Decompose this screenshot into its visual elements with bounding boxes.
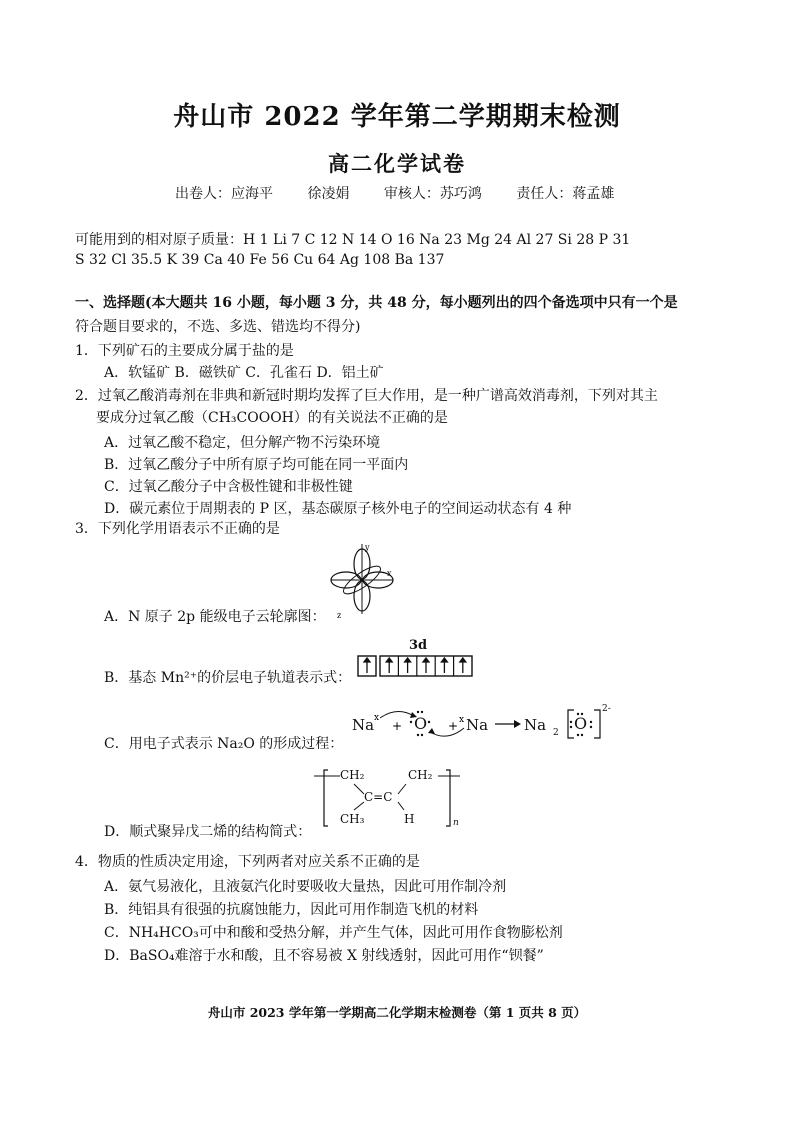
q4-option-a: A．氨气易液化，且液氨汽化时要吸收大量热，因此可用作制冷剂 [104,879,507,895]
author-2: 徐凌娟 [307,186,350,202]
reactant-na-2: Na [466,716,489,734]
q3-option-b: B．基态 Mn²⁺的价层电子轨道表示式： [104,670,352,686]
na2o-formation-diagram [352,702,622,750]
h-atom: H [404,812,415,826]
q2-option-d: D．碳元素位于周期表的 P 区，基态碳原子核外电子的空间运动状态有 4 种 [104,501,572,517]
svg-text:x: x [459,715,465,725]
product-na: Na [524,716,547,734]
q4-stem: 4．物质的性质决定用途，下列两者对应关系不正确的是 [75,854,420,870]
q2-option-b: B．过氧乙酸分子中所有原子均可能在同一平面内 [104,457,409,473]
orbital-label-3d: 3d [409,638,428,653]
svg-text:+: + [392,719,403,733]
svg-text:+: + [448,719,459,733]
q3-stem: 3．下列化学用语表示不正确的是 [75,521,280,537]
section-heading-1: 一、选择题(本大题共 16 小题，每小题 3 分，共 48 分，每小题列出的四个备选项中只有一个是 [75,295,678,311]
reviewer: 审核人：苏巧鸿 [383,186,482,202]
reactant-o: O [414,714,428,733]
exam-title: 舟山市 2022 学年第二学期期末检测 [173,102,621,132]
polyisoprene-structure [310,762,470,834]
q3-option-c: C．用电子式表示 Na₂O 的形成过程： [104,736,344,752]
double-bond: C=C [364,790,393,804]
svg-text:y: y [365,543,370,552]
atomic-masses-line-1: 可能用到的相对原子质量：H 1 Li 7 C 12 N 14 O 16 Na 23 Mg 24 Al 27 Si 28 P 31 [75,232,631,248]
q3-option-a: A．N 原子 2p 能级电子云轮廓图： [104,609,326,625]
q4-option-d: D．BaSO₄难溶于水和酸，且不容易被 X 射线透射，因此可用作“钡餐” [104,948,544,964]
ch2-right: CH₂ [408,768,433,782]
page-footer: 舟山市 2023 学年第一学期高二化学期末检测卷（第 1 页共 8 页） [207,1005,587,1020]
q2-option-a: A．过氧乙酸不稳定，但分解产物不污染环境 [104,435,381,451]
product-subscript: 2 [553,728,559,738]
product-charge: 2- [602,704,611,714]
ch3-group: CH₃ [340,812,365,826]
ch2-left: CH₂ [340,768,365,782]
author-1: 出卷人：应海平 [175,186,273,202]
q1-stem: 1．下列矿石的主要成分属于盐的是 [75,343,294,359]
svg-text:x: x [387,569,392,578]
mn-orbital-diagram [357,655,475,683]
q1-options: A．软锰矿 B．磁铁矿 C．孔雀石 D．铝土矿 [104,365,384,381]
exam-subtitle: 高二化学试卷 [328,151,466,176]
product-o: O [574,714,588,733]
q3-option-d: D．顺式聚异戊二烯的结构简式： [104,824,312,840]
q2-stem-2: 要成分过氧乙酸（CH₃COOOH）的有关说法不正确的是 [96,410,448,426]
svg-text:z: z [337,611,342,620]
responsible: 责任人：蒋孟雄 [516,186,615,202]
author-line [175,183,644,203]
svg-text:x: x [374,713,380,723]
p-orbital-figure [327,540,397,624]
reactant-na-1: Na [352,716,375,734]
section-heading-2: 符合题目要求的，不选、多选、错选均不得分) [75,319,361,335]
q4-option-c: C．NH₄HCO₃可中和酸和受热分解，并产生气体，因此可用作食物膨松剂 [104,925,563,941]
atomic-masses-line-2: S 32 Cl 35.5 K 39 Ca 40 Fe 56 Cu 64 Ag 108 Ba 137 [75,252,445,268]
q2-stem-1: 2．过氧乙酸消毒剂在非典和新冠时期均发挥了巨大作用，是一种广谱高效消毒剂，下列对其主 [75,388,658,404]
q4-option-b: B．纯铝具有很强的抗腐蚀能力，因此可用作制造飞机的材料 [104,902,479,918]
q2-option-c: C．过氧乙酸分子中含极性键和非极性键 [104,479,353,495]
repeat-n: n [453,818,459,828]
